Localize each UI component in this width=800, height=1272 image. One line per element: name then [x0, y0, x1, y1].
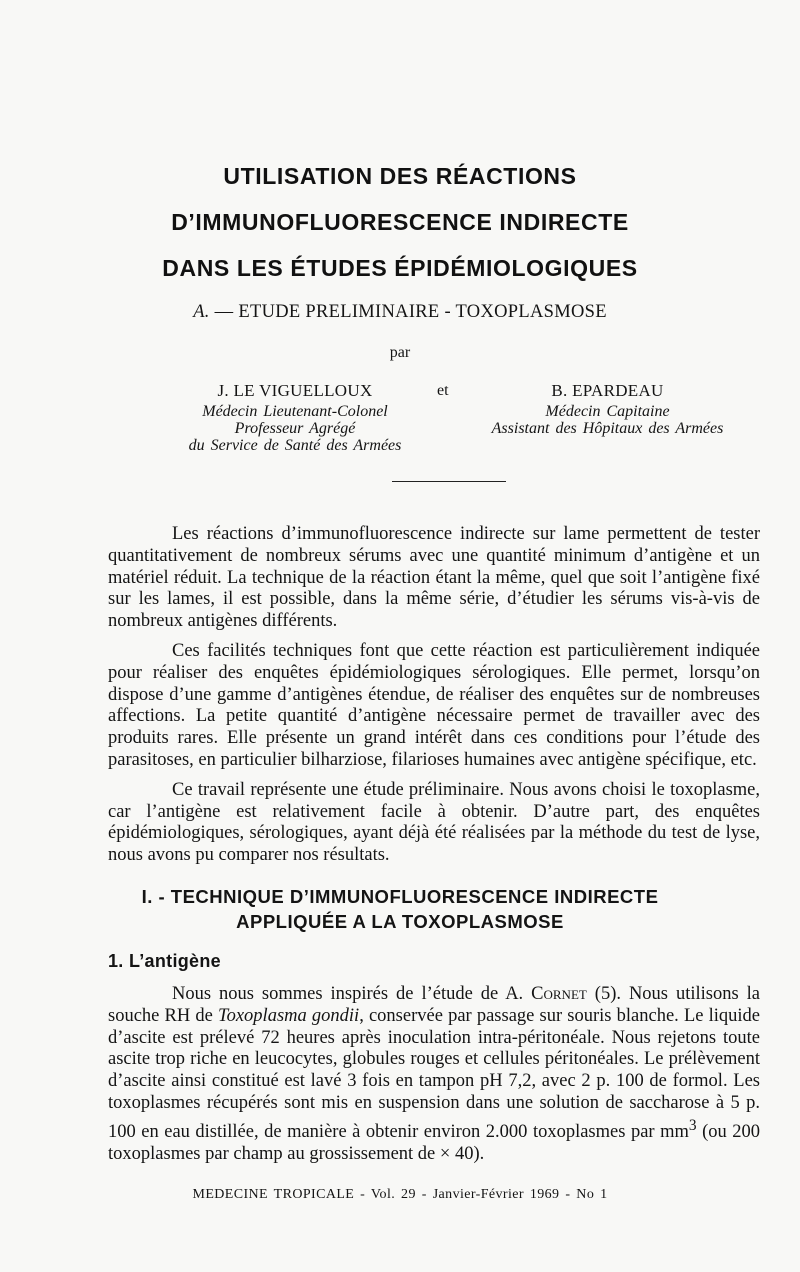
- article-subtitle: [0, 302, 800, 323]
- subsection-heading: [108, 951, 221, 972]
- subtitle-text: — ETUDE PRELIMINAIRE - TOXOPLASMOSE: [209, 302, 607, 322]
- article-title-line-1: UTILISATION DES RÉACTIONS: [223, 163, 577, 189]
- antigen-text: [108, 984, 760, 1174]
- antigen-text-part-1: Nous nous sommes inspirés de l’étude de A.: [172, 984, 532, 1004]
- subsection-title: L’antigène: [128, 951, 221, 971]
- par-label: par: [389, 344, 411, 361]
- intro-paragraph-2: Ces facilités techniques font que cette réaction est particulièrement indiquée pour réaliser des enquêtes épidémiologiques sérologiques. Elle permet, lorsqu’on dispose d’une gamme d’antigènes étendue, de réaliser des enquêtes sur de nombreuses affections. La petite quantité d’antigène nécessaire permet de travailler avec des produits rares. Elle présente un grand intérêt dans ces conditions pour l’étude des parasitoses, en particulier bilharziose, filarioses humaines avec antigène spécifique, etc.: [108, 640, 760, 770]
- article-title-line-3: DANS LES ÉTUDES ÉPIDÉMIOLOGIQUES: [162, 255, 638, 281]
- author-right-title: Assistant des Hôpitaux des Armées: [491, 420, 724, 437]
- author-right-name: B. EPARDEAU: [551, 381, 664, 400]
- intro-paragraph-1: Les réactions d’immunofluorescence indirecte sur lame permettent de tester quantitativement de nombreux sérums avec une quantité minimum d’antigène et un matériel réduit. La technique de la réaction étant la même, quel que soit l’antigène fixé sur les lames, il est possible, dans la même série, d’étudier les sérums vis-à-vis de nombreux antigènes différents.: [108, 524, 760, 632]
- article-title-line-2: D’IMMUNOFLUORESCENCE INDIRECTE: [171, 209, 629, 235]
- antigen-text-part-2: (5). Nous utilisons la souche RH de: [108, 984, 760, 1026]
- author-left-service: du Service de Santé des Armées: [188, 437, 402, 454]
- unit-superscript: 3: [688, 1116, 697, 1134]
- subtitle-part-letter: A.: [193, 302, 210, 322]
- author-right-rank: Médecin Capitaine: [545, 403, 670, 420]
- antigen-text-part-4: (ou 200 toxoplasmes par champ au grossissement de × 40).: [108, 1121, 760, 1164]
- author-left-name: J. LE VIGUELLOUX: [217, 381, 373, 400]
- cited-author: Cornet: [531, 984, 587, 1004]
- intro-text: [108, 524, 760, 875]
- author-left-rank: Médecin Lieutenant-Colonel: [202, 403, 388, 420]
- author-right: [470, 381, 745, 437]
- journal-footer: MEDECINE TROPICALE - Vol. 29 - Janvier-Février 1969 - No 1: [192, 1187, 608, 1202]
- section-heading-line-2: APPLIQUÉE A LA TOXOPLASMOSE: [236, 911, 564, 932]
- antigen-paragraph: [108, 984, 760, 1166]
- section-heading: [0, 884, 800, 934]
- separator-rule: [392, 481, 506, 482]
- authors-conjunction: et: [437, 382, 449, 399]
- antigen-text-part-3: , conservée par passage sur souris blanche. Le liquide d’ascite est prélevé 72 heures après inoculation intra-péritonéale. Nous rejetons toute ascite trop riche en leucocytes, globules rouges et cellules péritonéales. Le prélèvement d’ascite ainsi constitué est lavé 3 fois en tampon pH 7,2, avec 2 p. 100 de formol. Les toxoplasmes récupérés sont mis en suspension dans une solution de saccharose à 5 p. 100 en eau distillée, de manière à obtenir environ 2.000 toxoplasmes par mm: [108, 1005, 760, 1142]
- author-left: [150, 381, 440, 454]
- species-name: Toxoplasma gondii: [218, 1005, 360, 1026]
- section-heading-line-1: I. - TECHNIQUE D’IMMUNOFLUORESCENCE INDIRECTE: [141, 886, 659, 907]
- author-left-title: Professeur Agrégé: [234, 420, 356, 437]
- subsection-number: 1.: [108, 951, 124, 971]
- intro-paragraph-3: Ce travail représente une étude préliminaire. Nous avons choisi le toxoplasme, car l’antigène est relativement facile à obtenir. D’autre part, des enquêtes épidémiologiques, sérologiques, ayant déjà été réalisées par la méthode du test de lyse, nous avons pu comparer nos résultats.: [108, 779, 760, 866]
